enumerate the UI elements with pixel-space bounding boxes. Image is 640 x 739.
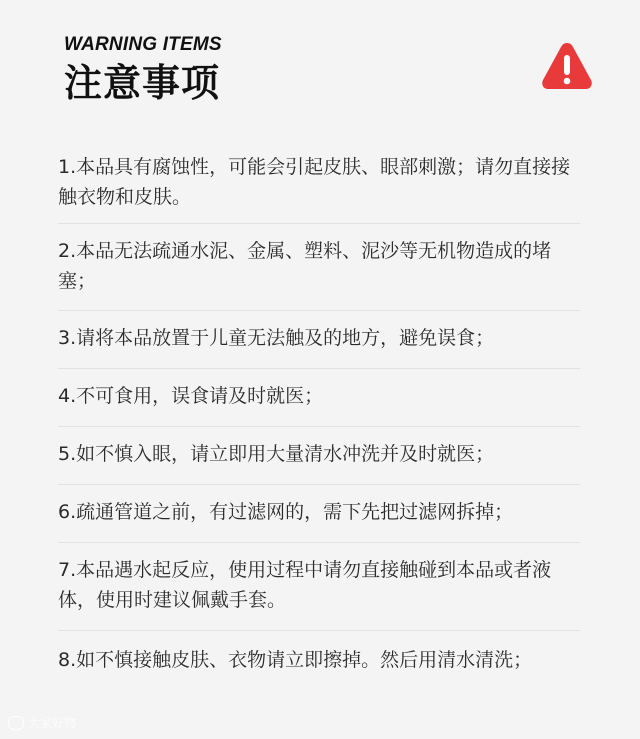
list-item-text: 1.本品具有腐蚀性，可能会引起皮肤、眼部刺激；请勿直接接触衣物和皮肤。 [58, 156, 571, 208]
list-item-text: 6.疏通管道之前，有过滤网的，需下先把过滤网拆掉； [58, 501, 514, 523]
list-item-text: 7.本品遇水起反应，使用过程中请勿直接触碰到本品或者液体，使用时建议佩戴手套。 [58, 559, 552, 611]
list-item [58, 485, 580, 543]
warning-triangle-icon [540, 40, 594, 92]
list-item [58, 224, 580, 311]
list-item-text: 8.如不慎接触皮肤、衣物请立即擦掉。然后用清水清洗； [58, 649, 533, 671]
list-item-text: 3.请将本品放置于儿童无法触及的地方，避免误食； [58, 327, 495, 349]
precautions-list [58, 148, 580, 689]
header [64, 32, 222, 106]
list-item-text: 5.如不慎入眼，请立即用大量清水冲洗并及时就医； [58, 443, 495, 465]
list-item [58, 311, 580, 369]
list-item [58, 427, 580, 485]
watermark-text: 大家好物 [28, 716, 77, 730]
list-item-text: 4.不可食用，误食请及时就医； [58, 385, 324, 407]
list-item [58, 631, 580, 689]
watermark-logo-icon [8, 716, 24, 730]
page-title: 注意事项 [64, 61, 221, 105]
watermark [8, 714, 76, 731]
list-item-text: 2.本品无法疏通水泥、金属、塑料、泥沙等无机物造成的堵塞； [58, 240, 552, 292]
list-item [58, 148, 580, 224]
list-item [58, 369, 580, 427]
list-item [58, 543, 580, 631]
warning-items-subtitle: WARNING ITEMS [64, 34, 222, 55]
